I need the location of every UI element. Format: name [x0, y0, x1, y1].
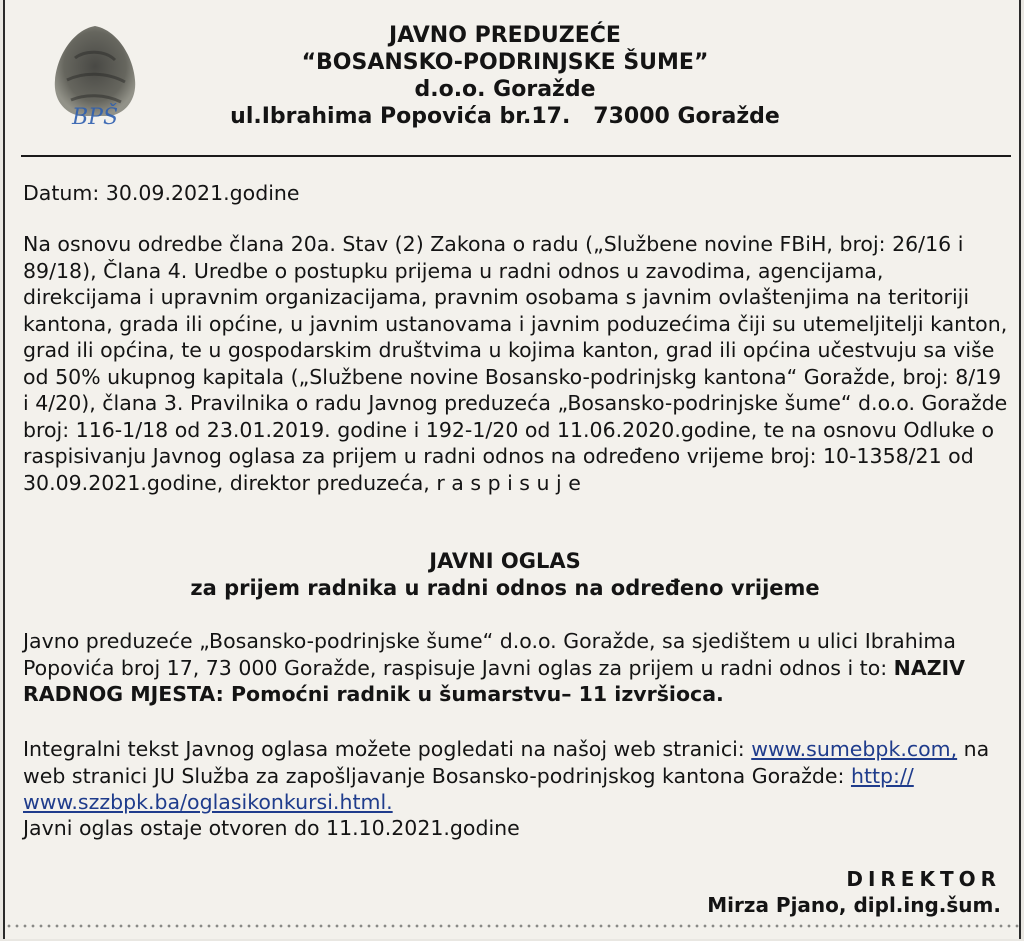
- company-legal-form: d.o.o. Goražde: [414, 77, 596, 102]
- newspaper-notice: [3, 0, 1021, 939]
- company-type: JAVNO PREDUZEĆE: [389, 23, 621, 48]
- notice-subtitle: za prijem radnika u radni odnos na određeno vrijeme: [190, 576, 820, 600]
- integral-text-paragraph: [23, 736, 1008, 816]
- closing-line: Javni oglas ostaje otvoren do 11.10.2021.godine: [23, 816, 520, 840]
- intro-text: Na osnovu odredbe člana 20a. Stav (2) Zakona o radu („Službene novine FBiH, broj: 26/16 i 89/18), Člana 4. Uredbe o postupku prijema u radni odnos u zavodima, agencijama, direkcijama i upravnim organizacijama, pravnim osobama s javnim ovlaštenjima na teritoriji kantona, grada ili općine, u javnim ustanovama i javnim poduzećima čiji su utemeljitelji kanton, grad ili općina, te u gospodarskim društvima u kojima kanton, grad ili općina učestvuju sa više od 50% ukupnog kapitala („Službene novine Bosansko-podrinjskg kantona“ Goražde, broj: 8/19 i 4/20), člana 3. Pravilnika o radu Javnog preduzeća „Bosansko-podrinjske šume“ d.o.o. Goražde broj: 116-1/18 od 23.01.2019. godine i 192-1/20 od 11.06.2020.godine, te na osnovu Odluke o raspisivanju Javnog oglasa za prijem u radni odnos na određeno vrijeme broj: 10-1358/21 od 30.09.2021.godine, direktor preduzeća,: [23, 232, 1008, 495]
- tree-logo-icon: [45, 18, 145, 136]
- link-sumebpk[interactable]: www.sumebpk.com,: [751, 737, 958, 761]
- company-name: “BOSANSKO-PODRINJSKE ŠUME”: [301, 50, 709, 75]
- notice-paragraph: [23, 628, 1008, 708]
- integral-text-2: na web stranici JU Služba za zapošljavanje Bosansko-podrinjskog kantona Goražde:: [23, 737, 990, 788]
- intro-verb: r a s p i s u j e: [436, 470, 581, 495]
- signature-role: DIREKTOR: [846, 867, 1001, 891]
- notice-text: Javno preduzeće „Bosansko-podrinjske šume“ d.o.o. Goražde, sa sjedištem u ulici Ibrahima Popovića broj 17, 73 000 Goražde, raspisuje Javni oglas za prijem u radni odnos i to:: [23, 629, 956, 680]
- company-logo: [45, 18, 145, 136]
- link-szzbpk[interactable]: www.szzbpk.ba/oglasikonkursi.html.: [23, 790, 393, 814]
- intro-paragraph: [23, 231, 1008, 496]
- company-header: [155, 22, 855, 130]
- date-line: Datum: 30.09.2021.godine: [23, 181, 300, 205]
- signature-name: Mirza Pjano, dipl.ing.šum.: [707, 893, 1001, 917]
- header-divider: [21, 155, 1011, 157]
- notice-heading: [155, 548, 855, 602]
- svg-text:BPŠ: BPŠ: [71, 105, 119, 130]
- position-label: NAZIV RADNOG MJESTA: Pomoćni radnik u šumarstvu– 11 izvršioca.: [23, 655, 966, 706]
- dotted-border: [5, 922, 1021, 932]
- company-address: ul.Ibrahima Popovića br.17. 73000 Goražde: [230, 104, 780, 129]
- signature-block: [707, 866, 1001, 918]
- integral-text-1: Integralni tekst Javnog oglasa možete pogledati na našoj web stranici:: [23, 737, 752, 761]
- link-szzbpk-prefix[interactable]: http://: [850, 763, 914, 788]
- notice-title: JAVNI OGLAS: [429, 549, 581, 573]
